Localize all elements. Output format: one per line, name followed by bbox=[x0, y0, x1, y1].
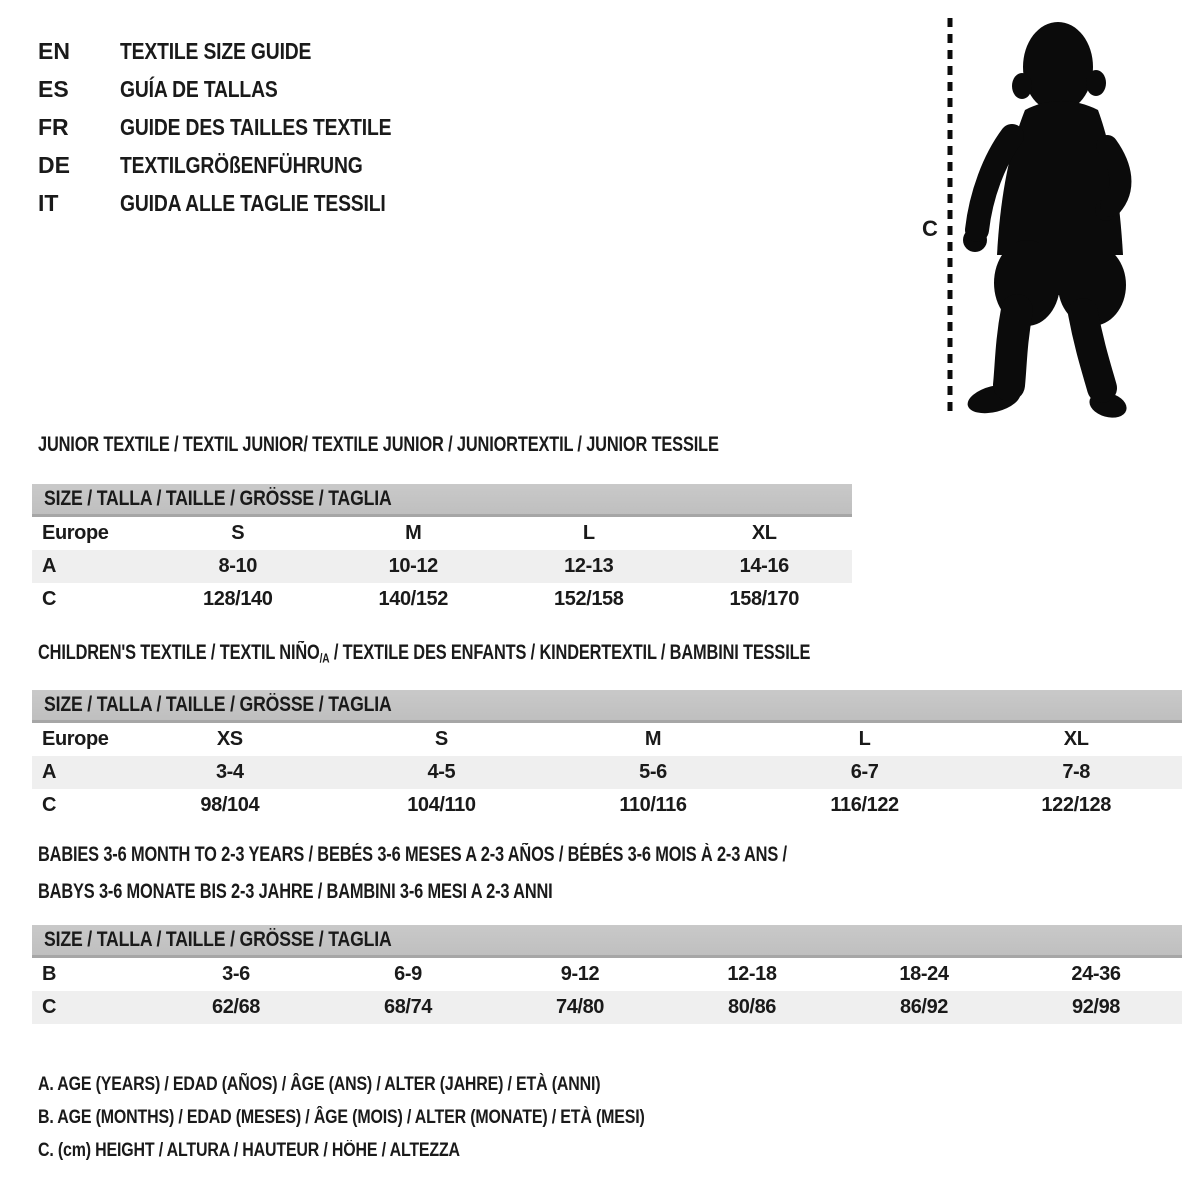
age-cell: 3-4 bbox=[215, 761, 244, 783]
language-row-it bbox=[38, 184, 443, 222]
language-title: GUIDE DES TAILLES TEXTILE bbox=[120, 113, 392, 140]
height-cell: 74/80 bbox=[555, 996, 605, 1018]
children-section-title: CHILDREN'S TEXTILE / TEXTIL NIÑO/A / TEXTILE DES ENFANTS / KINDERTEXTIL / BAMBINI TESSILE bbox=[38, 641, 811, 666]
height-cell: 128/140 bbox=[203, 588, 273, 610]
table-row bbox=[32, 991, 1182, 1024]
language-title: GUÍA DE TALLAS bbox=[120, 75, 278, 102]
babies-size-table bbox=[32, 925, 1182, 1024]
age-cell: 9-12 bbox=[560, 963, 600, 985]
height-cell: 158/170 bbox=[729, 588, 799, 610]
height-cell: 80/86 bbox=[727, 996, 777, 1018]
language-row-es bbox=[38, 70, 443, 108]
language-header bbox=[38, 32, 443, 222]
height-cell: 86/92 bbox=[899, 996, 949, 1018]
height-cell: 104/110 bbox=[407, 794, 476, 816]
junior-section-title: JUNIOR TEXTILE / TEXTIL JUNIOR/ TEXTILE JUNIOR / JUNIORTEXTIL / JUNIOR TESSILE bbox=[38, 433, 719, 456]
measure-label-c: C bbox=[922, 216, 938, 241]
height-cell: 152/158 bbox=[554, 588, 624, 610]
row-label: A bbox=[42, 555, 57, 577]
size-cell: S bbox=[434, 728, 448, 750]
size-header-bar: SIZE / TALLA / TAILLE / GRÖSSE / TAGLIA bbox=[32, 690, 1182, 723]
age-cell: 8-10 bbox=[218, 555, 257, 577]
babies-section-title: BABIES 3-6 MONTH TO 2-3 YEARS / BEBÉS 3-6 MESES A 2-3 AÑOS / BÉBÉS 3-6 MOIS À 2-3 ANS / BABYS 3-6 MONATE BIS 2-3 JAHRE / BAMBINI 3-6 MESI A 2-3 ANNI bbox=[38, 843, 787, 903]
row-label: C bbox=[42, 996, 57, 1018]
height-cell: 116/122 bbox=[830, 794, 899, 816]
table-row bbox=[32, 756, 1182, 789]
age-cell: 4-5 bbox=[427, 761, 456, 783]
row-label: B bbox=[42, 963, 57, 985]
language-row-fr bbox=[38, 108, 443, 146]
language-code: IT bbox=[38, 189, 59, 216]
table-row bbox=[32, 723, 1182, 756]
row-label: C bbox=[42, 588, 57, 610]
size-cell: M bbox=[405, 522, 422, 544]
size-cell: M bbox=[644, 728, 662, 750]
language-code: FR bbox=[38, 113, 69, 140]
height-cell: 62/68 bbox=[211, 996, 261, 1018]
row-label: Europe bbox=[42, 522, 109, 544]
title-subscript: /A bbox=[319, 650, 330, 666]
age-cell: 10-12 bbox=[388, 555, 438, 577]
height-cell: 110/116 bbox=[619, 794, 687, 816]
legend-line-b: B. AGE (MONTHS) / EDAD (MESES) / ÂGE (MOIS) / ALTER (MONATE) / ETÀ (MESI) bbox=[38, 1106, 645, 1128]
table-row bbox=[32, 517, 852, 550]
age-cell: 6-9 bbox=[394, 963, 422, 985]
table-row bbox=[32, 583, 852, 616]
table-row bbox=[32, 789, 1182, 822]
age-cell: 6-7 bbox=[850, 761, 879, 783]
height-cell: 140/152 bbox=[378, 588, 448, 610]
table-row bbox=[32, 550, 852, 583]
row-label: C bbox=[42, 794, 57, 816]
height-cell: 92/98 bbox=[1071, 996, 1121, 1018]
legend bbox=[38, 1068, 760, 1167]
legend-line-a: A. AGE (YEARS) / EDAD (AÑOS) / ÂGE (ANS) / ALTER (JAHRE) / ETÀ (ANNI) bbox=[38, 1073, 601, 1095]
age-cell: 14-16 bbox=[739, 555, 789, 577]
row-label: A bbox=[42, 761, 57, 783]
size-cell: S bbox=[231, 522, 245, 544]
age-cell: 7-8 bbox=[1062, 761, 1091, 783]
language-title: TEXTILE SIZE GUIDE bbox=[120, 37, 312, 64]
age-cell: 12-18 bbox=[727, 963, 777, 985]
age-cell: 24-36 bbox=[1071, 963, 1121, 985]
size-header-bar: SIZE / TALLA / TAILLE / GRÖSSE / TAGLIA bbox=[32, 925, 1182, 958]
height-figure bbox=[905, 10, 1145, 425]
size-cell: XS bbox=[216, 728, 243, 750]
size-cell: L bbox=[582, 522, 595, 544]
row-label: Europe bbox=[42, 728, 109, 750]
age-cell: 5-6 bbox=[639, 761, 667, 783]
height-cell: 68/74 bbox=[383, 996, 433, 1018]
size-cell: XL bbox=[751, 522, 777, 544]
language-row-en bbox=[38, 32, 443, 70]
language-code: EN bbox=[38, 37, 70, 64]
age-cell: 12-13 bbox=[564, 555, 614, 577]
language-code: ES bbox=[38, 75, 69, 102]
language-code: DE bbox=[38, 151, 70, 178]
language-row-de bbox=[38, 146, 443, 184]
height-cell: 98/104 bbox=[200, 794, 260, 816]
height-cell: 122/128 bbox=[1041, 794, 1111, 816]
legend-line-c: C. (cm) HEIGHT / ALTURA / HAUTEUR / HÖHE / ALTEZZA bbox=[38, 1139, 460, 1161]
language-title: GUIDA ALLE TAGLIE TESSILI bbox=[120, 189, 386, 216]
size-cell: L bbox=[858, 728, 871, 750]
table-row bbox=[32, 958, 1182, 991]
age-cell: 18-24 bbox=[899, 963, 949, 985]
age-cell: 3-6 bbox=[222, 963, 250, 985]
language-title: TEXTILGRÖßENFÜHRUNG bbox=[120, 151, 363, 178]
size-cell: XL bbox=[1063, 728, 1089, 750]
children-size-table bbox=[32, 690, 1182, 822]
junior-size-table bbox=[32, 484, 852, 616]
size-header-bar: SIZE / TALLA / TAILLE / GRÖSSE / TAGLIA bbox=[32, 484, 852, 517]
